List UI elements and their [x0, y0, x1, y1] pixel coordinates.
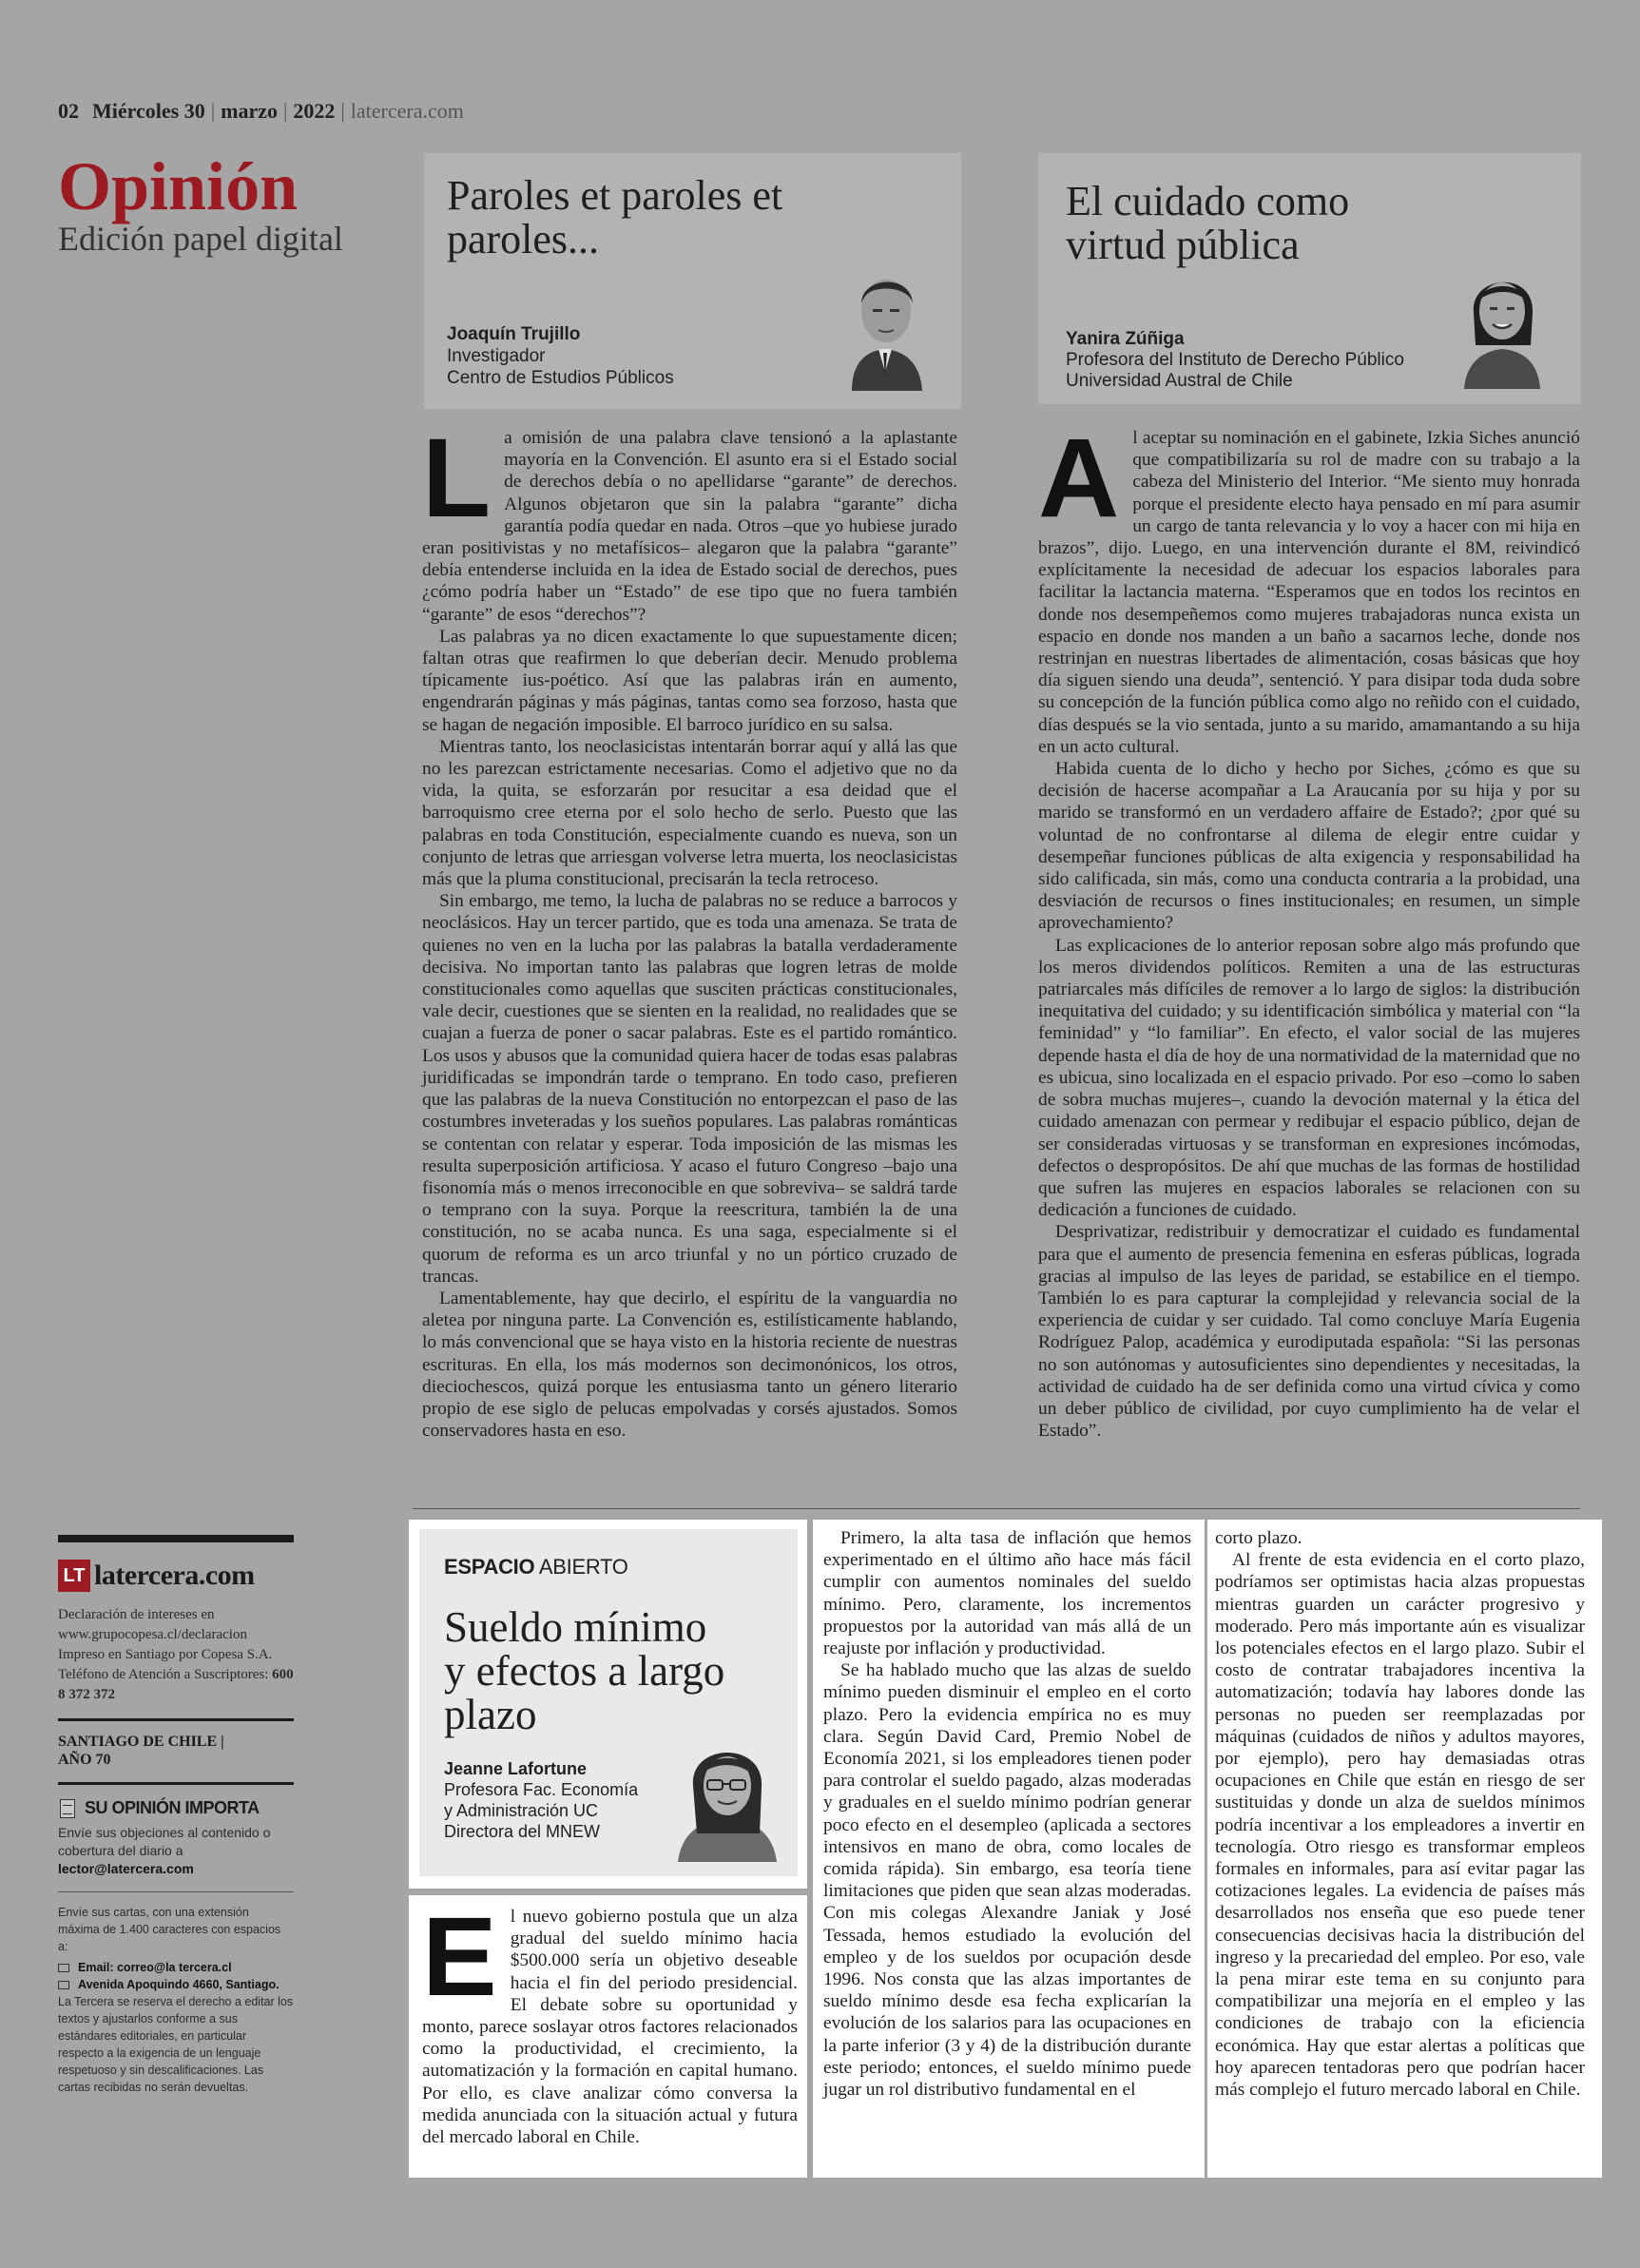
article2-title: El cuidado como virtud pública: [1066, 178, 1350, 268]
article2-author: Yanira Zúñiga: [1066, 329, 1185, 349]
reader-email-link[interactable]: lector@latercera.com: [58, 1861, 194, 1876]
article2-header: [1038, 153, 1581, 404]
folio-separator: |: [282, 99, 288, 123]
folio-site-link[interactable]: latercera.com: [350, 99, 464, 123]
mail-icon: [58, 1964, 69, 1972]
article3-paragraph: Se ha hablado mucho que las alzas de sueldo mínimo pueden disminuir el empleo en el corto plazo. Pero la evidencia empírica no es muy clara. Según David Card, Premio Nobel de Economía 2021, si los empleadores tienen poder para controlar el sueldo pagado, alzas moderadas y graduales en el sueldo mínimo podrían generar poco efecto en el desempleo (aplicada a sectores intensivos en mano de obra, como locales de comida rápida). Sin embargo, esa teoría tiene limitaciones que piden que sean alzas moderadas. Con mis colegas Alexandre Janiak y José Tessada, hemos estudiado la evolución del empleo y de los sueldos por ocupación desde 1996. Nos consta que las alzas importantes de sueldo mínimo desde esa fecha explicarían la evolución de los salarios para las ocupaciones en la parte inferior (3 y 4) de la distribución durante este periodo; entonces, el sueldo mínimo puede jugar un rol distributivo fundamental en el: [823, 1660, 1191, 2101]
article1-paragraph: Mientras tanto, los neoclasicistas intentarán borrar aquí y allá las que no les parezcan estrictamente necesarias. Como el adjetivo que no da vida, la quita, se esforzarán por resucitar a esa deidad que el barroquismo cree eterna por el solo hecho de serlo. Puesto que las palabras en toda Constitución, especialmente cuando es nueva, son un conjunto de letras que arriesgan volverse letra muerta, los neoclasicistas más que la pluma constitucional, precisarán la tecla retroceso.: [422, 736, 957, 890]
article1-dropcap: L: [422, 416, 492, 541]
article3-paragraph: Primero, la alta tasa de inflación que hemos experimentado en el último año hace más fácil cumplir con aumentos nominales del sueldo mínimo. Pero, claramente, los incrementos propuestos por la autoridad van más allá de un reajuste por inflación y productividad.: [823, 1528, 1191, 1659]
article3-col1: [422, 1894, 798, 2148]
logo-name: latercera.com: [94, 1560, 255, 1591]
article2-role: Profesora del Instituto de Derecho Público: [1066, 350, 1404, 370]
article1-paragraph: Lamentablemente, hay que decirlo, el espíritu de la vanguardia no aletea por ninguna parte. La Convención es, estilísticamente hablando, lo más convencional que se haya visto en la historia reciente de nuestras escrituras. En ella, los más modernos son decimonónicos, los otros, dieciochescos, quizá porque les entusiasma tanto un género literario propio de ese siglo de pelucas empolvadas y corsés ajustados. Somos conservadores hasta en eso.: [422, 1288, 957, 1442]
article1-author: Joaquín Trujillo: [447, 324, 581, 344]
section-divider: [413, 1508, 1580, 1509]
page-number: 02: [58, 99, 79, 123]
article3-role: Profesora Fac. Economía: [444, 1780, 639, 1799]
folio-year: 2022: [293, 99, 336, 123]
article3-paragraph: corto plazo.: [1215, 1528, 1302, 1548]
letters-box: Envíe sus cartas, con una extensión máxima de 1.400 caracteres con espacios a: Email: correo@la tercera.cl Avenida Apoquindo 4660, Santiago. La Tercera se reserva el derecho a editar los textos y ajustarlos conforme a sus estándares editoriales, en particular respecto a la exigencia de un lenguaje respetuoso y sin descalificaciones. Las cartas recibidas no serán devueltas.: [58, 1891, 294, 2096]
article1-body: [422, 416, 957, 1442]
sidebar-info: Declaración de intereses en www.grupocopesa.cl/declaracion Impreso en Santiago por Copesa S.A. Teléfono de Atención a Suscriptores: 600 8 372 372: [58, 1607, 294, 1702]
article1-paragraph: Las palabras ya no dicen exactamente lo que supuestamente dicen; faltan otras que reafirmen lo que deberían decir. Menudo problema típicamente ius-poético. Así que las palabras irán en aumento, engendrarán páginas y más páginas, tantas como sea forzoso, hasta que se hagan de negación imposible. El barroco jurídico en su salsa.: [422, 626, 957, 735]
article1-paragraph: a omisión de una palabra clave tensionó a la aplastante mayoría en la Convención. El asunto era si el Estado social de derechos debía o no apellidarse “garante” de derechos. Algunos objetaron que sin la palabra “garante” dicha garantía podía quedar en nada. Otros –que yo hubiese jurado eran positivistas y no metafísicos– alegaron que la palabra “garante” debía entenderse incluida en la idea de Estado social de derechos, pues ¿cómo podría haber un “Estado” de ese tipo que no fuera también “garante” de esos “derechos”?: [422, 428, 957, 625]
sidebar-rule: [58, 1535, 294, 1542]
article3-col2: [823, 1527, 1191, 2101]
article2-dropcap: A: [1038, 416, 1120, 541]
article1-title: Paroles et paroles et paroles...: [447, 172, 783, 262]
folio: [58, 99, 464, 124]
sidebar-rule: [58, 1782, 294, 1785]
article2-institution: Universidad Austral de Chile: [1066, 371, 1293, 391]
document-icon: [60, 1799, 75, 1818]
author-portrait-icon: [1447, 246, 1556, 389]
city-year: SANTIAGO DE CHILE | AÑO 70: [58, 1734, 224, 1768]
subscriber-phone: 600 8 372 372: [58, 1667, 294, 1702]
author-portrait-icon: [833, 248, 937, 391]
section-title: Opinión: [58, 148, 299, 224]
sidebar-rule: [58, 1718, 294, 1721]
article1-paragraph: Sin embargo, me temo, la lucha de palabras no se reduce a barrocos y neoclásicos. Hay un tercer partido, que es toda una amenaza. Se trata de quienes no ven en la lucha por las palabras la batalla verdaderamente decisiva. No importan tanto las palabras que logren letras de molde constitucionales como aquellas que susciten prácticas constitucionales, vale decir, cuestiones que se sienten en la realidad, no realidades que se cuajan a fuerza de poner o sacar palabras. Este es el partido romántico. Los usos y abusos que la comunidad quiera hacer de todas esas palabras juridificadas se impondrán tarde o temprano. En todo caso, prefieren que las palabras de la nueva Constitución no entorpezcan el paso de las costumbres inveteradas y los sueños populares. Las palabras románticas se contentan con relatar y esperar. Toda imposición de las mismas les resulta superposición artificiosa. Y acaso el futuro Congreso –bajo una fisonomía más o menos irreconocible en que sobreviva– se saldrá tarde o temprano con la suya. Porque la reescritura, también la de una constitución, no se acaba nunca. Es una saga, especialmente si el quorum de reforma es un arco triunfal y no un pórtico cruzado de trancas.: [422, 891, 957, 1287]
article1-role: Investigador: [447, 346, 546, 366]
article3-position: Directora del MNEW: [444, 1822, 601, 1841]
logo-mark-icon: LT: [58, 1560, 90, 1592]
article3-institution: y Administración UC: [444, 1801, 599, 1820]
article3-paragraph: l nuevo gobierno postula que un alza gradual del sueldo mínimo hacia $500.000 sería un objetivo deseable hacia el fin del periodo presidencial. El debate sobre su oportunidad y monto, parece soslayar otros factores relacionados como la productividad, el crecimiento, la automatización y la formación en capital humano. Por ello, es clave analizar cómo conversa la medida anunciada con la situación actual y futura del mercado laboral en Chile.: [422, 1907, 798, 2148]
article2-body: [1038, 416, 1580, 1442]
article2-paragraph: l aceptar su nominación en el gabinete, Izkia Siches anunció que compatibilizaría su rol de madre con su trabajo a la cabeza del Ministerio del Interior. “Me siento muy honrada porque el presidente electo haya pensado en mí para asumir un cargo de tanta relevancia y lo voy a hacer con mi hija en brazos”, dijo. Luego, en una intervención durante el 8M, reivindicó explícitamente la necesidad de adecuar los espacios laborales para facilitar la lactancia materna. “Esperamos que en todos los recintos en donde nos desempeñemos como mujeres trabajadoras nunca exista un espacio en donde nos manden a un baño a sacarnos leche, donde nos restrinjan en nuestras libertades de alimentación, cosas básicas que hoy día siguen siendo una deuda”, sentenció. Y para disipar toda duda sobre su concepción de la función pública como algo no reñido con el cuidado, días después se la vio sentada, junto a su marido, amamantando a su hija en un acto cultural.: [1038, 428, 1580, 757]
article1-header: [424, 153, 961, 409]
folio-separator: |: [340, 99, 345, 123]
article2-paragraph: Desprivatizar, redistribuir y democratizar el cuidado es fundamental para que el aumento de presencia femenina en esferas públicas, lograda gracias al impulso de las leyes de paridad, se estabilice en el tiempo. También lo es para capturar la complejidad y relevancia social de la experiencia de cuidar y ser cuidado. Tal como concluye María Eugenia Rodríguez Palop, académica y eurodiputada española: “Si las personas no son autónomas y autosuficientes sino dependientes y necesitadas, la actividad de cuidado ha de ser definida como una virtud cívica y como un deber público de civilidad, por cuyo cumplimiento ha de velar el Estado”.: [1038, 1222, 1580, 1442]
article3-title: Sueldo mínimo y efectos a largo plazo: [444, 1603, 725, 1738]
article2-paragraph: Las explicaciones de lo anterior reposan sobre algo más profundo que los meros dividendos políticos. Remiten a una de las estructuras patriarcales más difíciles de remover a lo largo de siglos: la distribución inequitativa del cuidado; y su identificación simbólica y material con “la feminidad” y “lo familiar”. En efecto, el valor social de las mujeres depende hasta el día de hoy de una normatividad de la maternidad que no es ubicua, sino localizada en el espacio privado. Por eso –como lo saben de sobra muchas mujeres–, cuando la devoción maternal y la ética del cuidado amenazan con permear y redibujar el espacio público, dejan de ser consideradas virtuosas y se transforman en expresiones incómodas, defectos o despropósitos. De ahí que muchas de las formas de hostilidad que sufren las mujeres en espacios laborales se relacionen con su dedicación a funciones de cuidado.: [1038, 935, 1580, 1221]
contact-address-row: Avenida Apoquindo 4660, Santiago.: [58, 1976, 294, 1993]
article2-paragraph: Habida cuenta de lo dicho y hecho por Siches, ¿cómo es que su decisión de hacerse acompañar a La Araucanía por su hija y por su marido se transformó en un verdadero affaire de Estado?; ¿por qué su voluntad de no confrontarse al dilema de elegir entre cuidar y desempeñar funciones públicas de alta exigencia y responsabilidad ha sido calificada, sin más, como una conducta contraria a la probidad, una desviación de recursos o fines institucionales; en resumen, un simple aprovechamiento?: [1038, 759, 1580, 934]
espacio-abierto-header: [419, 1529, 798, 1876]
brand-logo[interactable]: [58, 1560, 294, 1592]
contact-email-row[interactable]: Email: correo@la tercera.cl: [58, 1959, 294, 1976]
folio-day: Miércoles 30: [92, 99, 205, 123]
column-label: ESPACIO ABIERTO: [444, 1555, 628, 1579]
envelope-icon: [58, 1981, 69, 1989]
article3-author: Jeanne Lafortune: [444, 1759, 588, 1778]
article3-paragraph: Al frente de esta evidencia en el corto plazo, podríamos ser optimistas hacia alzas propuestas mientras guarden un carácter progresivo y moderado. Pero más importante aún es visualizar los potenciales efectos en el largo plazo. Subir el costo de contratar trabajadores incentiva la automatización; todavía hay labores donde las personas no pueden ser reemplazadas por máquinas (cuidados de niños y adultos mayores, por ejemplo), pero hay demasiadas otras ocupaciones en Chile que están en riesgo de ser sustituidas y donde un alza de sueldos mínimos podría incentivar a los empleadores a invertir en tecnología. Otro riesgo es transformar empleos formales en informales, para así evitar pagar las cotizaciones legales. La evidencia de países más desarrollados nos enseña que eso puede tener consecuencias decisivas hacia la distribución del ingreso y la precariedad del empleo. Por eso, vale la pena mirar este tema en su conjunto para compatibilizar una mejoría en el empleo y las condiciones de trabajo con la eficiencia económica. Hay que estar alertas a políticas que hoy aparecen tentadoras pero que podrían hacer más complejo el futuro mercado laboral en Chile.: [1215, 1550, 1585, 2101]
article3-col3: [1215, 1527, 1585, 2101]
opinion-heading: SU OPINIÓN IMPORTA: [58, 1798, 294, 1818]
sidebar: [58, 1535, 294, 2096]
article3-dropcap: E: [422, 1894, 497, 2020]
section-subtitle: Edición papel digital: [58, 220, 343, 258]
folio-separator: |: [210, 99, 216, 123]
opinion-description: Envíe sus objeciones al contenido o cobertura del diario a lector@latercera.com: [58, 1825, 271, 1876]
folio-month: marzo: [221, 99, 278, 123]
author-portrait-icon: [665, 1719, 788, 1862]
article1-institution: Centro de Estudios Públicos: [447, 368, 674, 388]
